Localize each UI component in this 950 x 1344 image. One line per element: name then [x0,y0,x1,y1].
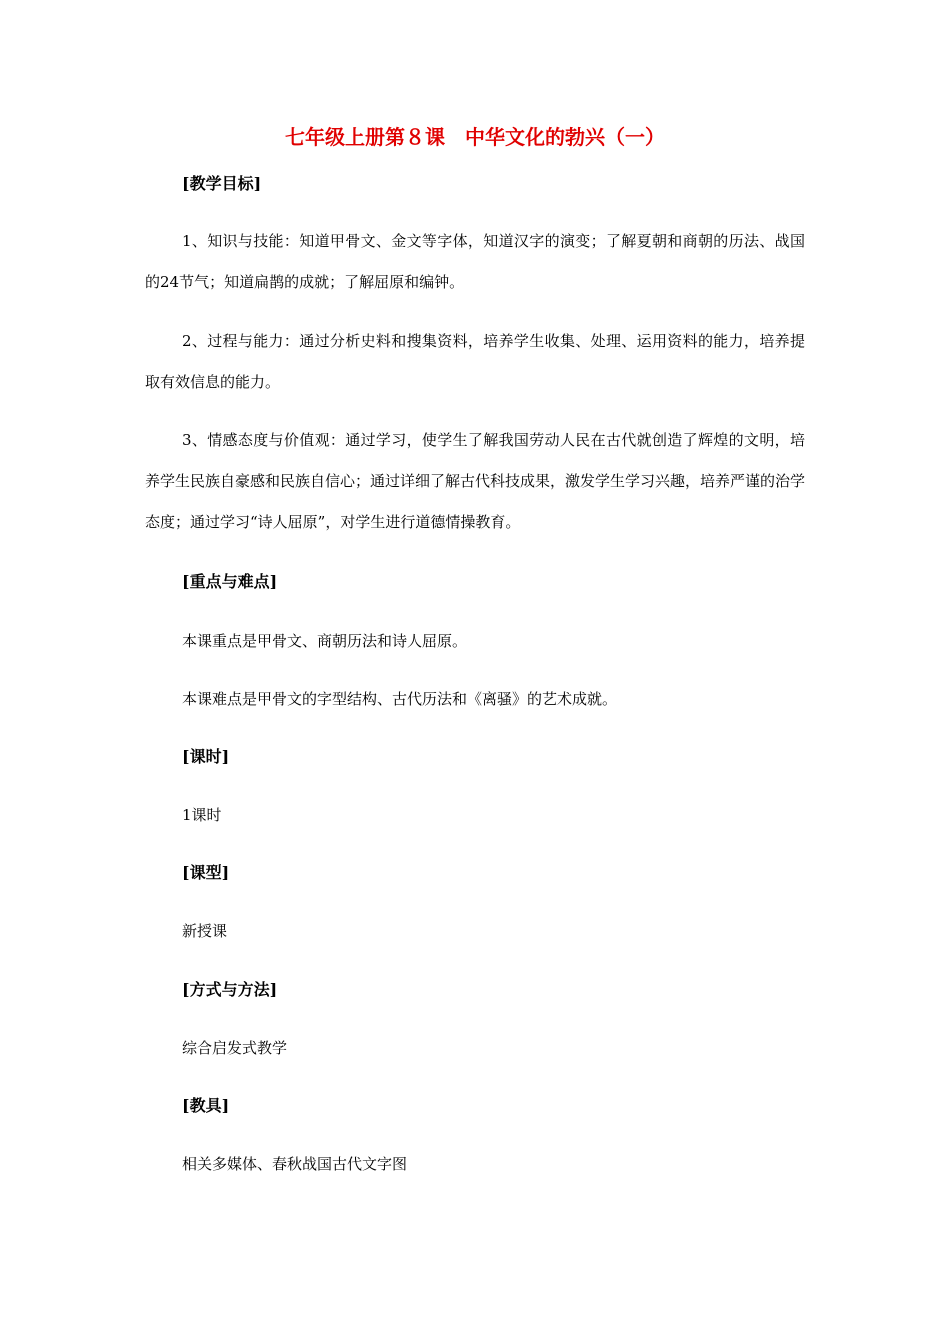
section-heading-lesson-type: [课型] [182,863,230,882]
key-point-focus: 本课重点是甲骨文、商朝历法和诗人屈原。 [182,632,468,650]
section-heading-methods: [方式与方法] [182,980,278,999]
section-heading-class-hours: [课时] [182,747,230,766]
objective-item-1: 1、知识与技能：知道甲骨文、金文等字体，知道汉字的演变；了解夏朝和商朝的历法、战国的24节气；知道扁鹊的成就；了解屈原和编钟。 [145,232,805,291]
class-hours-value: 1课时 [182,806,222,824]
methods-value: 综合启发式教学 [182,1039,288,1057]
key-point-difficulty: 本课难点是甲骨文的字型结构、古代历法和《离骚》的艺术成就。 [182,690,618,708]
lesson-type-value: 新授课 [182,922,228,940]
objective-item-3: 3、情感态度与价值观：通过学习，使学生了解我国劳动人民在古代就创造了辉煌的文明，培养学生民族自豪感和民族自信心；通过详细了解古代科技成果，激发学生学习兴趣，培养严谨的治学态度；通过学习“诗人屈原”，对学生进行道德情操教育。 [145,431,806,531]
section-heading-key-points: [重点与难点] [182,572,278,591]
objective-item-2: 2、过程与能力：通过分析史料和搜集资料，培养学生收集、处理、运用资料的能力，培养提取有效信息的能力。 [145,332,805,391]
section-heading-objectives: [教学目标] [182,174,262,193]
section-heading-teaching-aids: [教具] [182,1096,230,1115]
teaching-aids-value: 相关多媒体、春秋战国古代文字图 [182,1155,408,1173]
document-title: 七年级上册第８课 中华文化的勃兴（一） [285,125,665,149]
